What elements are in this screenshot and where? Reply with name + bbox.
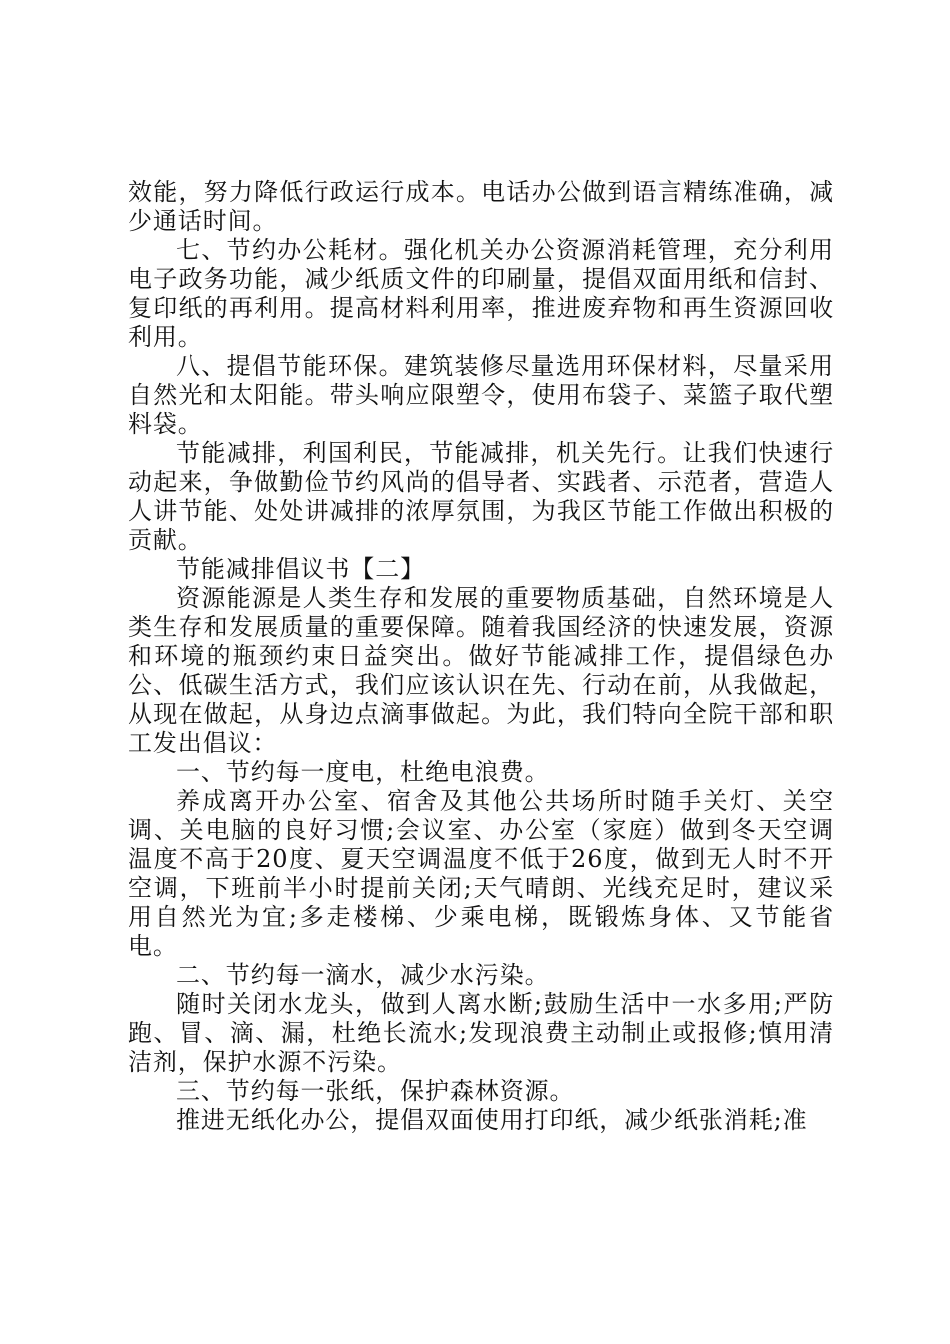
paragraph-point-3-body: 推进无纸化办公，提倡双面使用打印纸，减少纸张消耗;准 [176,1106,808,1134]
document-body [128,178,834,1135]
paragraph-point-2-heading: 二、节约每一滴水，减少水污染。 [176,961,550,989]
paragraph-point-1-body: 养成离开办公室、宿舍及其他公共场所时随手关灯、关空调、关电脑的良好习惯;会议室、办公室（家庭）做到冬天空调温度不高于20度、夏天空调温度不低于26度，做到无人时不开空调，下班前半小时提前关闭;天气晴朗、光线充足时，建议采用自然光为宜;多走楼梯、少乘电梯，既锻炼身体、又节能省电。 [128,787,834,960]
paragraph-intro: 资源能源是人类生存和发展的重要物质基础，自然环境是人类生存和发展质量的重要保障。随着我国经济的快速发展，资源和环境的瓶颈约束日益突出。做好节能减排工作，提倡绿色办公、低碳生活方式，我们应该认识在先、行动在前，从我做起，从现在做起，从身边点滴事做起。为此，我们特向全院干部和职工发出倡议： [128,584,834,757]
paragraph-point-2-body: 随时关闭水龙头，做到人离水断;鼓励生活中一水多用;严防跑、冒、滴、漏，杜绝长流水;发现浪费主动制止或报修;慎用清洁剂，保护水源不污染。 [128,990,834,1076]
paragraph-point-3-heading: 三、节约每一张纸，保护森林资源。 [176,1077,575,1105]
paragraph-continuation: 效能，努力降低行政运行成本。电话办公做到语言精练准确，减少通话时间。 [128,178,834,235]
paragraph-item-8: 八、提倡节能环保。建筑装修尽量选用环保材料，尽量采用自然光和太阳能。带头响应限塑令，使用布袋子、菜篮子取代塑料袋。 [128,352,834,438]
section-title: 节能减排倡议书【二】 [176,555,425,583]
paragraph-closing: 节能减排，利国利民，节能减排，机关先行。让我们快速行动起来，争做勤俭节约风尚的倡导者、实践者、示范者，营造人人讲节能、处处讲减排的浓厚氛围，为我区节能工作做出积极的贡献。 [128,439,834,554]
paragraph-point-1-heading: 一、节约每一度电，杜绝电浪费。 [176,758,550,786]
paragraph-item-7: 七、节约办公耗材。强化机关办公资源消耗管理，充分利用电子政务功能，减少纸质文件的印刷量，提倡双面用纸和信封、复印纸的再利用。提高材料利用率，推进废弃物和再生资源回收利用。 [128,236,834,351]
